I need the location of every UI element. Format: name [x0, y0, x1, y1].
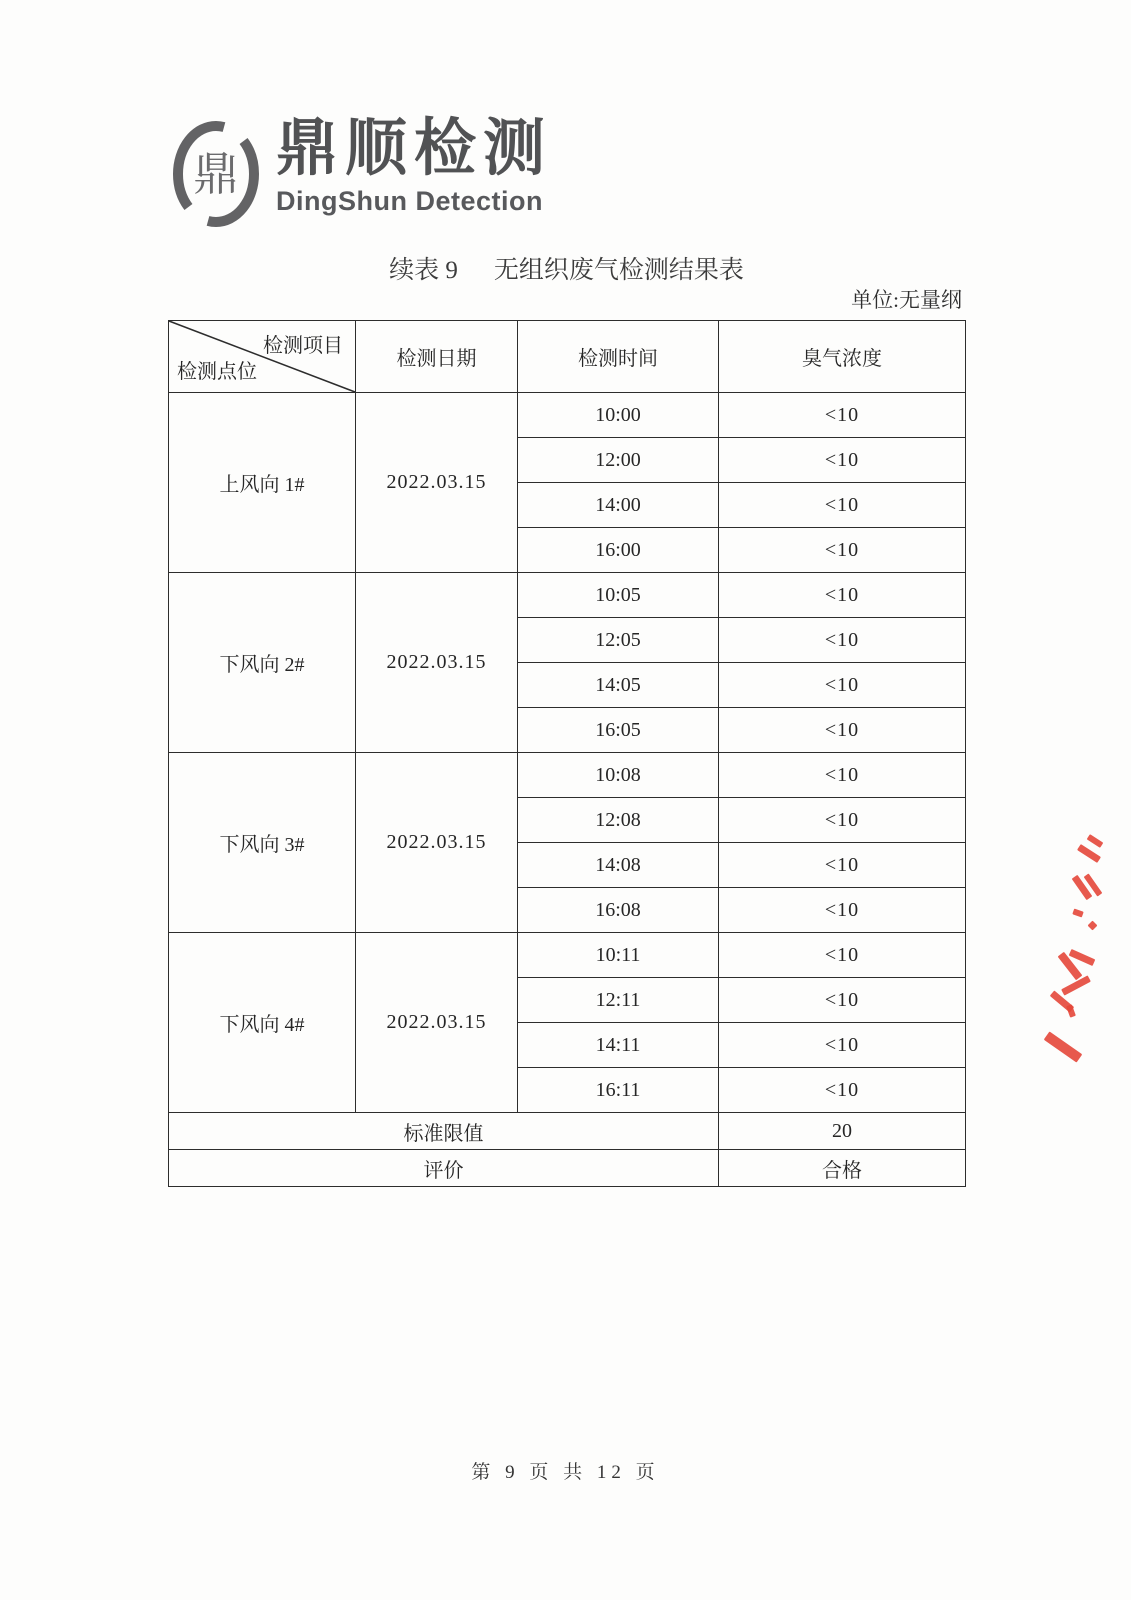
time-cell: 10:05: [518, 573, 719, 618]
page-number: 第 9 页 共 12 页: [471, 1462, 660, 1483]
time-cell: 10:00: [518, 393, 719, 438]
point-cell: 下风向 3#: [169, 753, 356, 933]
standard-limit-value: 20: [719, 1113, 966, 1150]
value-cell: <10: [719, 573, 966, 618]
table-row: [169, 753, 966, 798]
logo-mark: 鼎: [193, 148, 239, 200]
stamp-stroke: [1087, 834, 1104, 848]
logo-name-en: DingShun Detection: [276, 186, 543, 216]
evaluation-row: [169, 1150, 966, 1187]
value-cell: <10: [719, 978, 966, 1023]
time-cell: 14:11: [518, 1023, 719, 1068]
time-cell: 16:05: [518, 708, 719, 753]
value-cell: <10: [719, 1023, 966, 1068]
value-cell: <10: [719, 663, 966, 708]
company-logo: [170, 116, 552, 232]
value-cell: <10: [719, 438, 966, 483]
logo-name-cn: 鼎顺检测: [276, 114, 553, 183]
unit-note: 单位:无量纲: [851, 288, 962, 312]
standard-limit-row: [169, 1113, 966, 1150]
time-cell: 12:05: [518, 618, 719, 663]
stamp-stroke: [1066, 1004, 1076, 1017]
value-cell: <10: [719, 1068, 966, 1113]
time-cell: 12:11: [518, 978, 719, 1023]
stamp-stroke: [1088, 921, 1098, 931]
title-prefix: 续表 9: [389, 257, 458, 284]
point-cell: 下风向 4#: [169, 933, 356, 1113]
time-cell: 16:11: [518, 1068, 719, 1113]
value-cell: <10: [719, 753, 966, 798]
evaluation-label: 评价: [169, 1150, 719, 1187]
date-cell: 2022.03.15: [356, 393, 518, 573]
value-cell: <10: [719, 798, 966, 843]
value-cell: <10: [719, 933, 966, 978]
point-cell: 下风向 2#: [169, 573, 356, 753]
stamp-stroke: [1044, 1031, 1083, 1062]
date-cell: 2022.03.15: [356, 933, 518, 1113]
value-cell: <10: [719, 618, 966, 663]
time-cell: 14:08: [518, 843, 719, 888]
evaluation-value: 合格: [719, 1150, 966, 1187]
table-row: [169, 393, 966, 438]
stamp-stroke: [1077, 844, 1101, 863]
value-cell: <10: [719, 528, 966, 573]
value-cell: <10: [719, 888, 966, 933]
header-time: 检测时间: [518, 321, 719, 393]
time-cell: 16:08: [518, 888, 719, 933]
time-cell: 10:11: [518, 933, 719, 978]
results-table: [168, 320, 966, 1187]
time-cell: 14:00: [518, 483, 719, 528]
table-row: [169, 933, 966, 978]
date-cell: 2022.03.15: [356, 573, 518, 753]
standard-limit-label: 标准限值: [169, 1113, 719, 1150]
time-cell: 16:00: [518, 528, 719, 573]
time-cell: 14:05: [518, 663, 719, 708]
stamp-stroke: [1072, 908, 1083, 917]
time-cell: 10:08: [518, 753, 719, 798]
value-cell: <10: [719, 708, 966, 753]
table-header-row: [169, 321, 966, 393]
value-cell: <10: [719, 483, 966, 528]
header-point-label: 检测点位: [177, 361, 257, 383]
date-cell: 2022.03.15: [356, 753, 518, 933]
header-value: 臭气浓度: [719, 321, 966, 393]
table-row: [169, 573, 966, 618]
header-date: 检测日期: [356, 321, 518, 393]
point-cell: 上风向 1#: [169, 393, 356, 573]
title-main: 无组织废气检测结果表: [493, 257, 744, 284]
logo-ring-icon: [170, 116, 262, 232]
header-item-label: 检测项目: [263, 335, 343, 357]
value-cell: <10: [719, 393, 966, 438]
value-cell: <10: [719, 843, 966, 888]
red-stamp-fragment: [1025, 826, 1125, 1076]
document-title: [168, 250, 965, 286]
time-cell: 12:08: [518, 798, 719, 843]
diagonal-header-cell: [169, 321, 356, 393]
time-cell: 12:00: [518, 438, 719, 483]
